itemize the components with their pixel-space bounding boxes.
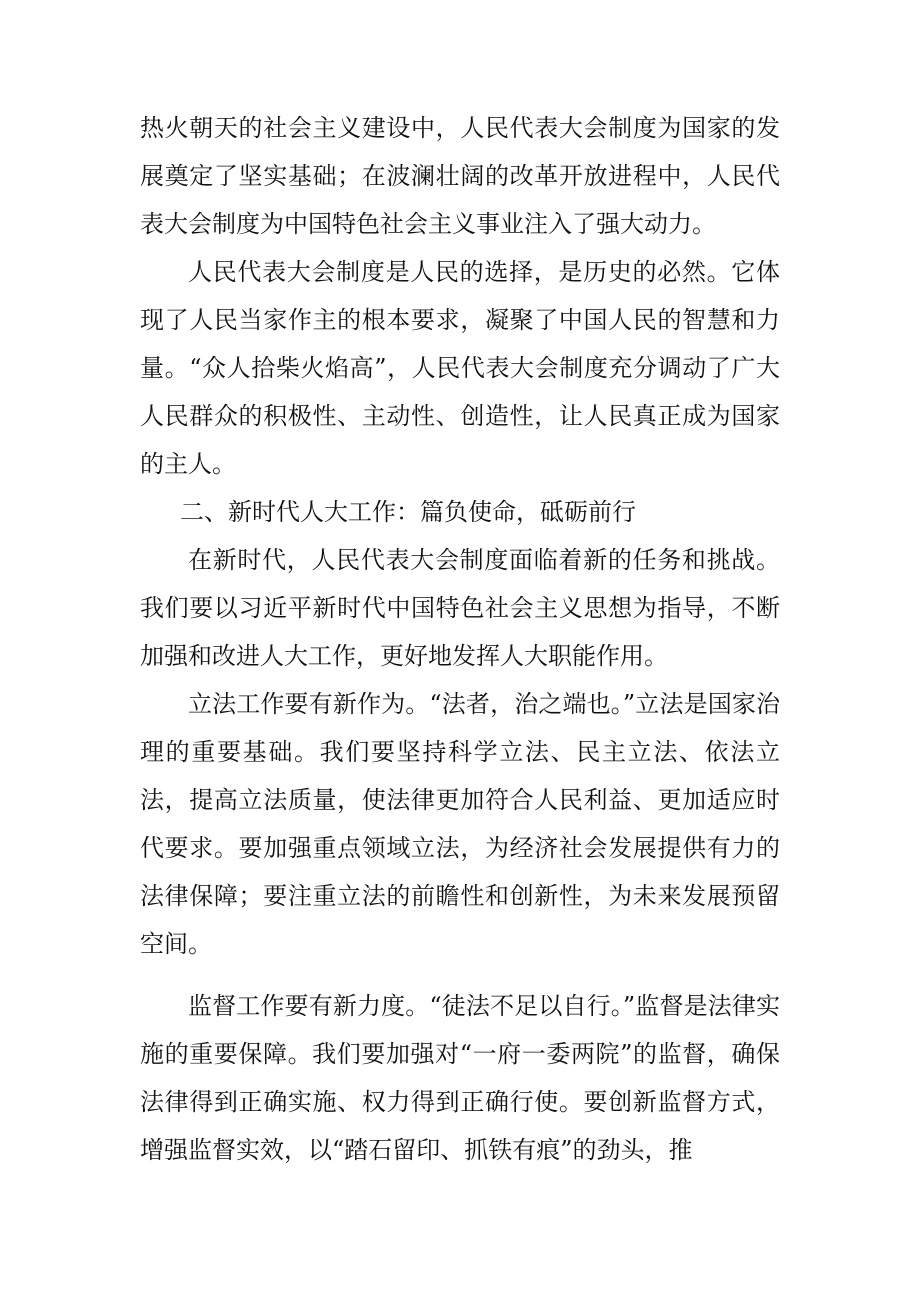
paragraph-new-era: 在新时代，人民代表大会制度面临着新的任务和挑战。我们要以习近平新时代中国特色社会主义思想为指导，不断加强和改进人大工作，更好地发挥人大职能作用。 bbox=[140, 546, 780, 670]
paragraph-legislation: 立法工作要有新作为。“法者，治之端也。”立法是国家治理的重要基础。我们要坚持科学立法、民主立法、依法立法，提高立法质量，使法律更加符合人民利益、更加适应时代要求。要加强重点领域立法，为经济社会发展提供有力的法律保障；要注重立法的前瞻性和创新性，为未来发展预留空间。 bbox=[140, 690, 780, 958]
paragraph-npc-system: 人民代表大会制度是人民的选择，是历史的必然。它体现了人民当家作主的根本要求，凝聚了中国人民的智慧和力量。“众人拾柴火焰高”，人民代表大会制度充分调动了广大人民群众的积极性、主动性、创造性，让人民真正成为国家的主人。 bbox=[140, 258, 780, 478]
paragraph-continuation: 热火朝天的社会主义建设中，人民代表大会制度为国家的发展奠定了坚实基础；在波澜壮阔的改革开放进程中，人民代表大会制度为中国特色社会主义事业注入了强大动力。 bbox=[140, 114, 780, 238]
paragraph-supervision: 监督工作要有新力度。“徒法不足以自行。”监督是法律实施的重要保障。我们要加强对“一府一委两院”的监督，确保法律得到正确实施、权力得到正确行使。要创新监督方式，增强监督实效，以“踏石留印、抓铁有痕”的劲头，推 bbox=[140, 992, 780, 1164]
section-heading: 二、新时代人大工作：篇负使命，砥砺前行 bbox=[180, 498, 636, 526]
